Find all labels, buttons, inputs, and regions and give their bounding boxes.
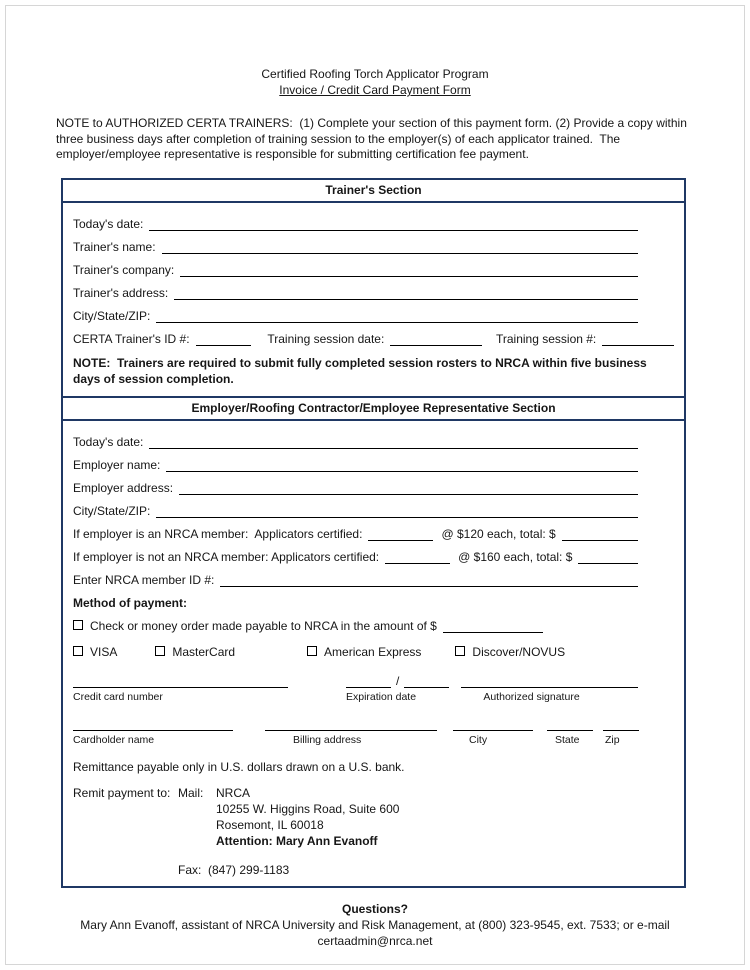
footer xyxy=(56,901,694,949)
method-of-payment-row xyxy=(73,596,674,610)
expiration-slash: / xyxy=(396,673,400,688)
member-id-line[interactable] xyxy=(220,574,638,587)
document-title-block xyxy=(56,66,694,98)
employer-address-row xyxy=(73,481,674,495)
authorized-signature-label: Authorized signature xyxy=(483,690,580,703)
trainers-note-paragraph: NOTE to AUTHORIZED CERTA TRAINERS: (1) Complete your section of this payment form. (2) Provide a copy within three business days after completion of training session to the employer(s) of each applicator trained. The employer/employee representative is responsible for submitting certification fee payment. xyxy=(56,116,691,161)
nonmember-total-line[interactable] xyxy=(578,551,638,564)
zip-label: Zip xyxy=(605,733,620,746)
trainer-session-row xyxy=(73,332,674,346)
trainer-city-state-zip-row xyxy=(73,309,674,323)
training-session-date-label: Training session date: xyxy=(267,331,385,346)
trainer-company-row xyxy=(73,263,674,277)
trainer-roster-note: NOTE: Trainers are required to submit fully completed session rosters to NRCA within five business days of session completion. xyxy=(73,355,651,386)
cardholder-name-label: Cardholder name xyxy=(73,733,155,746)
document-title: Certified Roofing Torch Applicator Program xyxy=(261,67,489,81)
mastercard-checkbox[interactable] xyxy=(155,646,165,656)
nrca-member-label: If employer is an NRCA member: Applicators certified: xyxy=(73,526,363,541)
trainer-todays-date-label: Today's date: xyxy=(73,216,144,231)
nrca-member-row xyxy=(73,527,674,541)
contact-email: certaadmin@nrca.net xyxy=(317,933,433,948)
card-option-mastercard xyxy=(155,645,235,659)
mail-attention: Attention: Mary Ann Evanoff xyxy=(216,833,378,848)
card-option-amex xyxy=(307,645,421,659)
employer-todays-date-line[interactable] xyxy=(149,436,638,449)
credit-card-number-field xyxy=(73,675,288,703)
mail-address-line1: 10255 W. Higgins Road, Suite 600 xyxy=(216,801,400,816)
employer-address-label: Employer address: xyxy=(73,480,174,495)
credit-card-detail-row xyxy=(73,674,674,703)
cardholder-detail-row xyxy=(73,718,674,746)
trainer-name-row xyxy=(73,240,674,254)
state-field xyxy=(547,718,593,746)
discover-label: Discover/NOVUS xyxy=(472,644,566,659)
city-label: City xyxy=(469,733,488,746)
billing-address-label: Billing address xyxy=(293,733,362,746)
employer-section-header: Employer/Roofing Contractor/Employee Representative Section xyxy=(63,396,684,421)
amex-checkbox[interactable] xyxy=(307,646,317,656)
employer-city-state-zip-row xyxy=(73,504,674,518)
employer-name-line[interactable] xyxy=(166,459,638,472)
trainer-todays-date-row xyxy=(73,217,674,231)
check-option-row xyxy=(73,619,674,633)
remittance-note: Remittance payable only in U.S. dollars drawn on a U.S. bank. xyxy=(73,759,405,774)
cardholder-name-line[interactable] xyxy=(73,718,233,731)
expiration-date-label: Expiration date xyxy=(346,690,417,703)
method-of-payment-label: Method of payment: xyxy=(73,595,187,610)
state-label: State xyxy=(555,733,580,746)
check-option-label: Check or money order made payable to NRCA in the amount of $ xyxy=(90,618,437,633)
card-option-visa xyxy=(73,645,117,659)
trainer-city-state-zip-line[interactable] xyxy=(156,310,638,323)
state-line[interactable] xyxy=(547,718,593,731)
billing-address-field xyxy=(265,718,437,746)
document-subtitle: Invoice / Credit Card Payment Form xyxy=(279,83,471,97)
employer-section-body xyxy=(63,421,684,886)
city-line[interactable] xyxy=(453,718,533,731)
visa-checkbox[interactable] xyxy=(73,646,83,656)
certa-trainer-id-label: CERTA Trainer's ID #: xyxy=(73,331,190,346)
nrca-nonmember-row xyxy=(73,550,674,564)
trainer-city-state-zip-label: City/State/ZIP: xyxy=(73,308,151,323)
mail-address-line2: Rosemont, IL 60018 xyxy=(216,817,324,832)
nonmember-applicators-count-line[interactable] xyxy=(385,551,450,564)
employer-address-line[interactable] xyxy=(179,482,638,495)
employer-city-state-zip-line[interactable] xyxy=(156,505,638,518)
employer-name-row xyxy=(73,458,674,472)
trainer-address-line[interactable] xyxy=(174,287,638,300)
member-applicators-count-line[interactable] xyxy=(368,528,433,541)
authorized-signature-field xyxy=(461,675,638,703)
mail-label: Mail: xyxy=(178,785,204,800)
card-option-discover xyxy=(455,645,565,659)
nonmember-rate-label: @ $160 each, total: $ xyxy=(458,549,573,564)
employer-todays-date-label: Today's date: xyxy=(73,434,144,449)
employer-todays-date-row xyxy=(73,435,674,449)
check-amount-line[interactable] xyxy=(443,620,543,633)
employer-city-state-zip-label: City/State/ZIP: xyxy=(73,503,151,518)
remit-payment-block xyxy=(73,785,674,849)
member-id-label: Enter NRCA member ID #: xyxy=(73,572,215,587)
trainer-address-row xyxy=(73,286,674,300)
trainer-section-header: Trainer's Section xyxy=(63,180,684,203)
expiration-date-field xyxy=(346,674,449,703)
trainer-name-label: Trainer's name: xyxy=(73,239,156,254)
cardholder-name-field xyxy=(73,718,233,746)
contact-line: Mary Ann Evanoff, assistant of NRCA University and Risk Management, at (800) 323-9545, ext. 7533; or e-mail xyxy=(80,917,670,932)
authorized-signature-line[interactable] xyxy=(461,675,638,688)
nrca-nonmember-label: If employer is not an NRCA member: Applicators certified: xyxy=(73,549,380,564)
expiration-year-line[interactable] xyxy=(404,675,449,688)
page-frame xyxy=(5,5,745,965)
credit-card-number-line[interactable] xyxy=(73,675,288,688)
mastercard-label: MasterCard xyxy=(172,644,236,659)
credit-card-number-label: Credit card number xyxy=(73,690,163,703)
visa-label: VISA xyxy=(90,644,118,659)
member-id-row xyxy=(73,573,674,587)
trainer-todays-date-line[interactable] xyxy=(149,218,638,231)
amex-label: American Express xyxy=(324,644,422,659)
check-option-checkbox[interactable] xyxy=(73,620,83,630)
expiration-lines xyxy=(346,674,449,688)
trainer-company-line[interactable] xyxy=(180,264,638,277)
document-page xyxy=(6,6,744,949)
expiration-month-line[interactable] xyxy=(346,675,391,688)
employer-name-label: Employer name: xyxy=(73,457,161,472)
card-options-row xyxy=(73,645,674,659)
city-field xyxy=(453,718,533,746)
mail-address-block xyxy=(216,785,399,849)
remit-to-label: Remit payment to: xyxy=(73,785,171,800)
member-rate-label: @ $120 each, total: $ xyxy=(441,526,556,541)
trainer-company-label: Trainer's company: xyxy=(73,262,175,277)
training-session-date-line[interactable] xyxy=(390,333,482,346)
member-total-line[interactable] xyxy=(562,528,638,541)
billing-address-line[interactable] xyxy=(265,718,437,731)
fax-line: Fax: (847) 299-1183 xyxy=(178,862,290,877)
mail-row xyxy=(178,785,399,849)
mail-block xyxy=(178,785,399,849)
training-session-number-label: Training session #: xyxy=(495,331,597,346)
discover-checkbox[interactable] xyxy=(455,646,465,656)
zip-field xyxy=(603,718,639,746)
training-session-number-line[interactable] xyxy=(602,333,674,346)
payment-form-box xyxy=(61,178,686,888)
mail-recipient: NRCA xyxy=(216,785,251,800)
trainer-name-line[interactable] xyxy=(162,241,638,254)
zip-line[interactable] xyxy=(603,718,639,731)
questions-heading: Questions? xyxy=(341,901,408,916)
trainer-address-label: Trainer's address: xyxy=(73,285,169,300)
certa-trainer-id-line[interactable] xyxy=(196,333,252,346)
trainer-section-body xyxy=(63,203,684,396)
